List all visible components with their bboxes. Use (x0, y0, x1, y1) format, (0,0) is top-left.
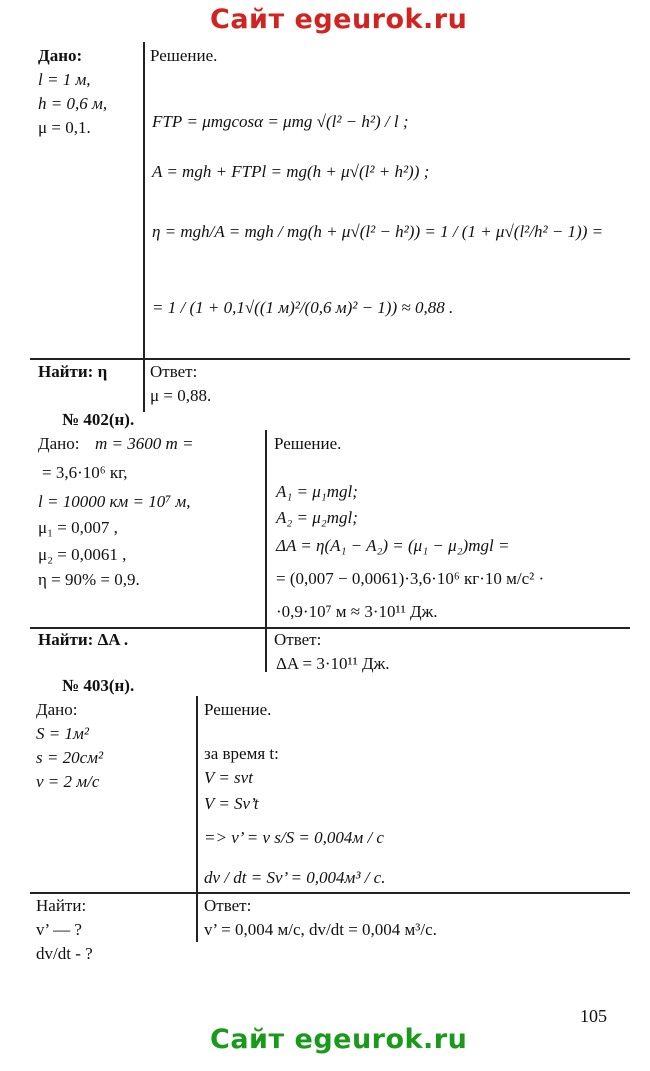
find-401: Найти: η (38, 362, 108, 381)
given-title-402: Дано: (38, 434, 80, 453)
eq-401-result: = 1 / (1 + 0,1√((1 м)²/(0,6 м)² − 1)) ≈ 0,88 . (152, 298, 454, 317)
find-403-2: dv/dt - ? (36, 944, 93, 963)
given-402-1: m = 3600 т = (95, 434, 194, 453)
given-401-3: μ = 0,1. (38, 118, 91, 137)
line-403-time: за время t: (204, 744, 279, 763)
eq-403-2: V = Sv’t (204, 794, 259, 813)
given-401-2: h = 0,6 м, (38, 94, 108, 113)
answer-401: μ = 0,88. (150, 386, 212, 405)
eq-401-work: A = mgh + FТРl = mg(h + μ√(l² + h²)) ; (152, 162, 430, 181)
given-402-4: μ₁ = 0,007 , (38, 518, 118, 537)
given-402-2: = 3,6·10⁶ кг, (42, 463, 128, 482)
given-title-401: Дано: (38, 46, 83, 65)
page-number: 105 (580, 1006, 607, 1026)
find-title-403: Найти: (36, 896, 87, 915)
eq-403-1: V = svt (204, 768, 253, 787)
eq-402-a1: A₁ = μ₁mgl; (276, 482, 358, 501)
find-403-1: v’ — ? (36, 920, 82, 939)
eq-402-a2: A₂ = μ₂mgl; (276, 508, 358, 527)
rule-401 (30, 358, 630, 360)
given-403-2: s = 20см² (36, 748, 104, 767)
divider-402 (265, 430, 267, 672)
solution-title-401: Решение. (150, 46, 218, 65)
find-402: Найти: ΔA . (38, 630, 129, 649)
answer-403: v’ = 0,004 м/с, dv/dt = 0,004 м³/с. (204, 920, 437, 939)
answer-title-401: Ответ: (150, 362, 198, 381)
answer-title-403: Ответ: (204, 896, 252, 915)
problem-number-403: № 403(н). (62, 676, 135, 695)
answer-402: ΔA = 3·10¹¹ Дж. (276, 654, 390, 673)
solution-title-402: Решение. (274, 434, 342, 453)
eq-402-result: ·0,9·10⁷ м ≈ 3·10¹¹ Дж. (276, 602, 438, 621)
rule-403 (30, 892, 630, 894)
answer-title-402: Ответ: (274, 630, 322, 649)
site-header: Сайт egeurok.ru (210, 4, 468, 35)
eq-402-calc: = (0,007 − 0,0061)·3,6·10⁶ кг·10 м/с² · (276, 569, 545, 588)
given-title-403: Дано: (36, 700, 78, 719)
divider-403 (196, 696, 198, 942)
eq-403-4: dv / dt = Sv’ = 0,004м³ / с. (204, 868, 386, 887)
given-402-3: l = 10000 км = 10⁷ м, (38, 492, 191, 511)
site-footer: Сайт egeurok.ru (210, 1024, 468, 1055)
given-403-3: v = 2 м/с (36, 772, 100, 791)
eq-402-delta: ΔA = η(A₁ − A₂) = (μ₁ − μ₂)mgl = (276, 536, 510, 555)
eq-401-efficiency: η = mgh/A = mgh / mg(h + μ√(l² − h²)) = 1 / (1 + μ√(l²/h² − 1)) = (152, 222, 604, 241)
divider-401 (143, 42, 145, 412)
solution-title-403: Решение. (204, 700, 272, 719)
given-402-6: η = 90% = 0,9. (38, 570, 140, 589)
given-402-5: μ₂ = 0,0061 , (38, 545, 127, 564)
eq-401-friction: FТР = μmgcosα = μmg √(l² − h²) / l ; (152, 112, 409, 131)
rule-402 (30, 627, 630, 629)
problem-number-402: № 402(н). (62, 410, 135, 429)
eq-403-3: => v’ = v s/S = 0,004м / с (204, 828, 384, 847)
given-403-1: S = 1м² (36, 724, 89, 743)
given-401-1: l = 1 м, (38, 70, 91, 89)
